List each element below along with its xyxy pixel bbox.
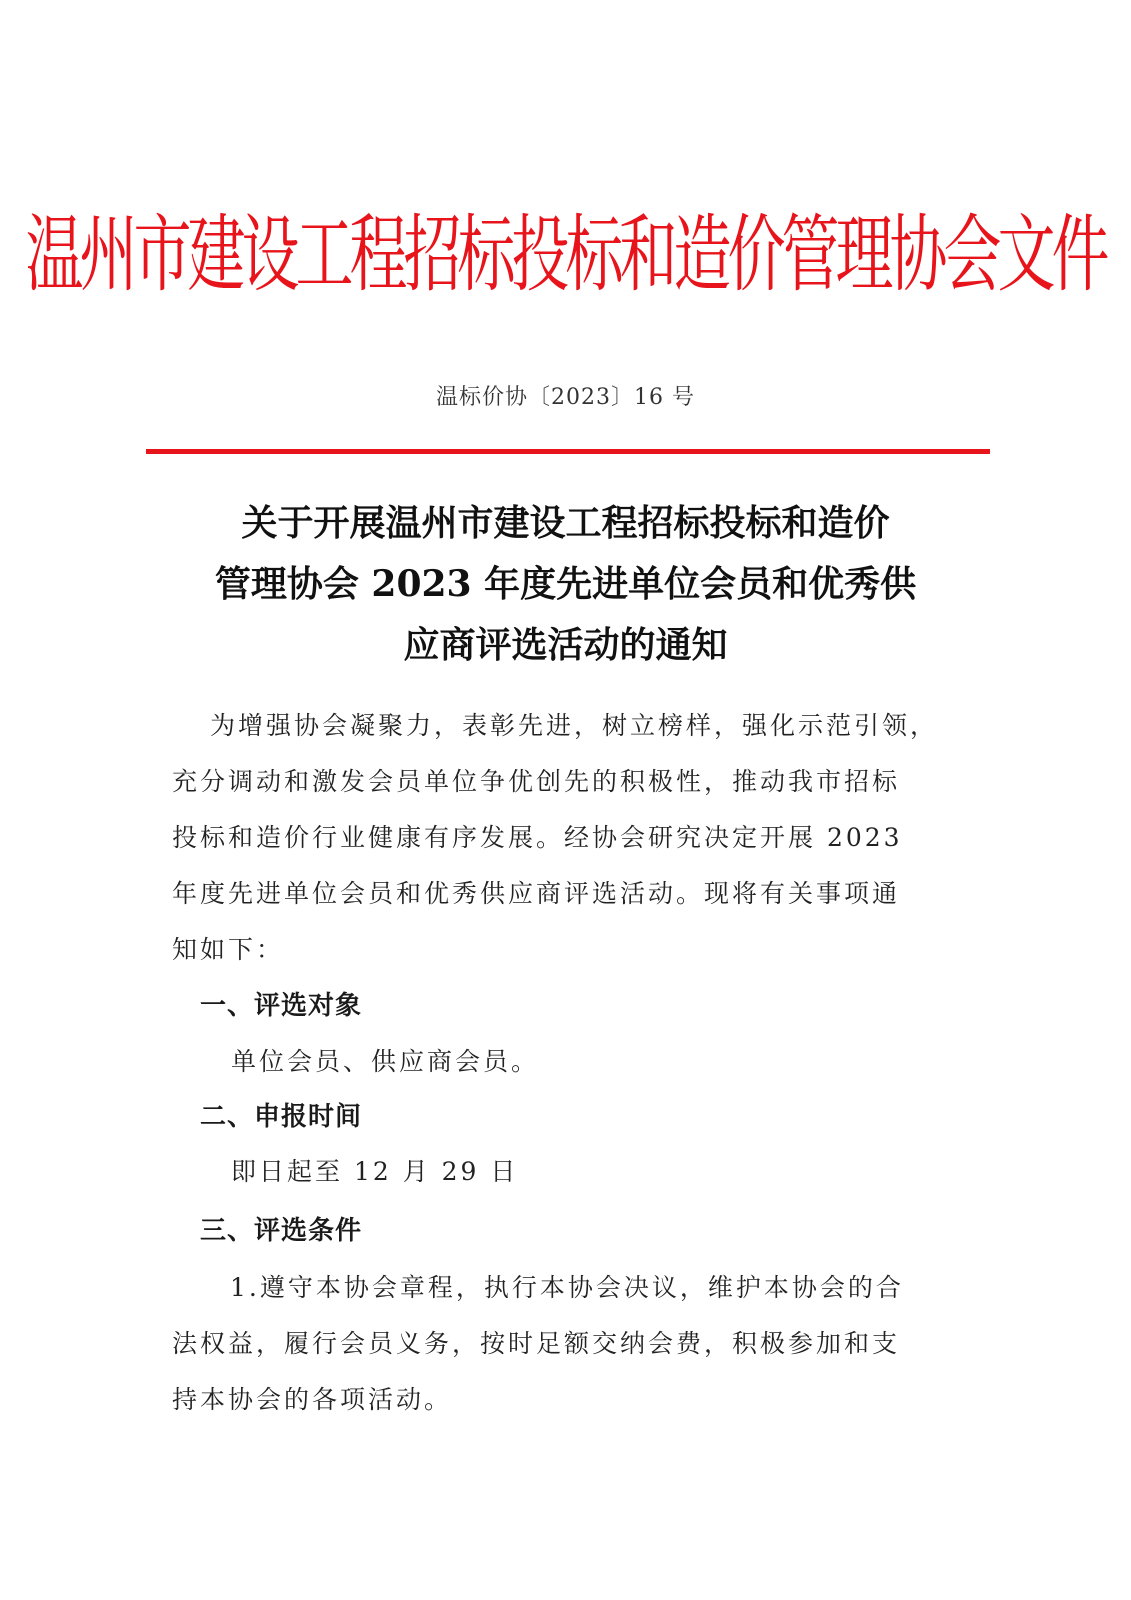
intro-line: 为增强协会凝聚力，表彰先进，树立榜样，强化示范引领， <box>210 711 939 740</box>
intro-line: 充分调动和激发会员单位争优创先的积极性，推动我市招标 <box>172 767 901 796</box>
conditions-item-1 <box>172 1260 972 1428</box>
section-content-time: 即日起至 12 月 29 日 <box>231 1157 519 1186</box>
section-heading-conditions: 三、评选条件 <box>200 1216 363 1246</box>
org-header-title: 温州市建设工程招标投标和造价管理协会文件 <box>25 205 1106 304</box>
notice-title-line: 应商评选活动的通知 <box>403 624 728 666</box>
intro-line: 投标和造价行业健康有序发展。经协会研究决定开展 2023 <box>172 823 903 852</box>
intro-paragraph <box>172 698 972 978</box>
intro-line: 知如下： <box>172 935 285 964</box>
condition-line: 1.遵守本协会章程，执行本协会决议，维护本协会的合 <box>230 1273 904 1302</box>
notice-title <box>140 493 991 676</box>
section-content-objects: 单位会员、供应商会员。 <box>231 1047 540 1076</box>
notice-title-line: 关于开展温州市建设工程招标投标和造价 <box>241 502 890 544</box>
section-heading-objects: 一、评选对象 <box>200 991 363 1021</box>
notice-title-line: 管理协会 2023 年度先进单位会员和优秀供 <box>214 563 917 605</box>
section-heading-time: 二、申报时间 <box>200 1102 363 1132</box>
red-divider-line <box>146 449 990 454</box>
document-number: 温标价协〔2023〕16 号 <box>436 385 695 410</box>
condition-line: 法权益，履行会员义务，按时足额交纳会费，积极参加和支 <box>172 1329 901 1358</box>
condition-line: 持本协会的各项活动。 <box>172 1385 453 1414</box>
intro-line: 年度先进单位会员和优秀供应商评选活动。现将有关事项通 <box>172 879 901 908</box>
